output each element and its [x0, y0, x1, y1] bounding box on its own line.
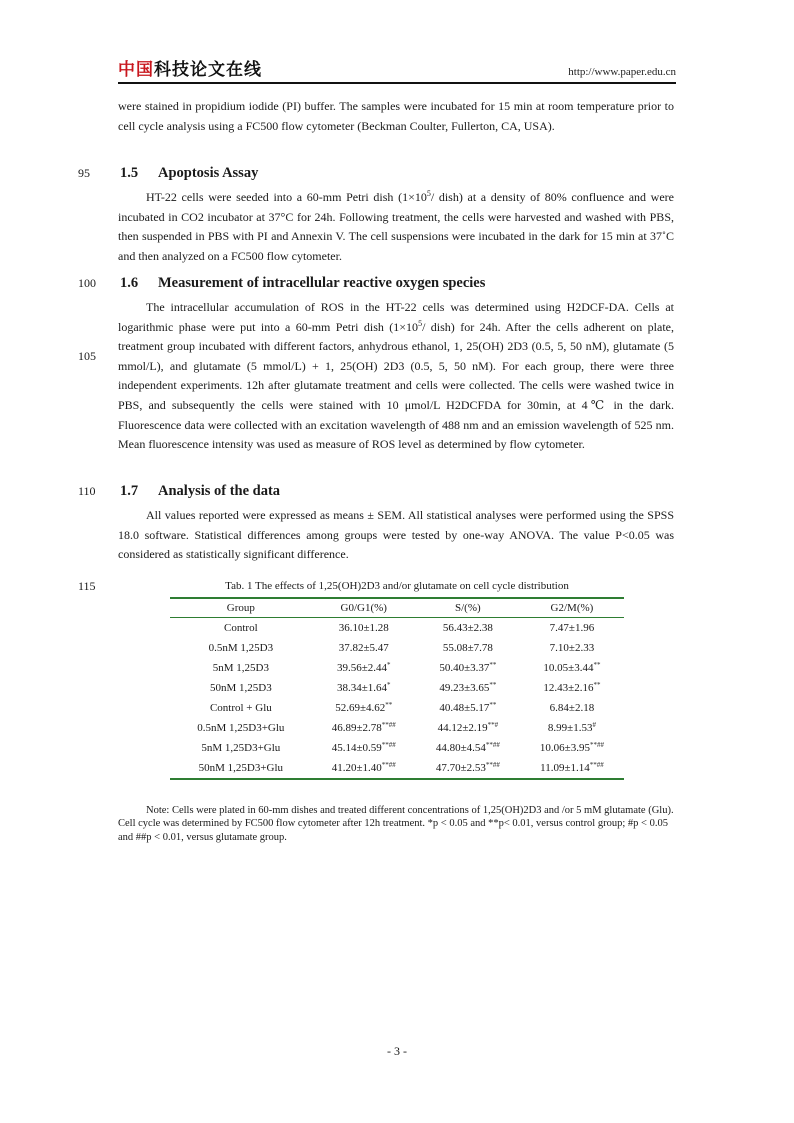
line-number: 110 [78, 484, 96, 498]
section-number: 1.7 [120, 483, 139, 499]
section-heading-1-5 [120, 165, 258, 181]
table-header-row [170, 598, 624, 618]
section-number: 1.6 [120, 275, 139, 291]
line-number: 95 [78, 166, 90, 180]
table-cell [416, 758, 520, 779]
table-cell [520, 698, 624, 718]
significance-mark: ** [385, 701, 393, 709]
table-cell [312, 638, 416, 658]
table-cell [312, 738, 416, 758]
significance-mark: **# [487, 721, 499, 729]
table-cell [520, 638, 624, 658]
cell-value: 50nM 1,25D3+Glu [198, 762, 284, 774]
cell-value: 10.05±3.44 [543, 662, 594, 674]
significance-mark: **## [485, 761, 500, 769]
table-row [170, 738, 624, 758]
section-body-1-7: All values reported were expressed as means ± SEM. All statistical analyses were performed using the SPSS 18.0 software. Statistical differences among groups were tested by one-way ANOVA. The value P<0.05 was considered as statistically significant difference. [118, 508, 674, 562]
cell-value: 36.10±1.28 [338, 622, 389, 634]
table-cell [416, 658, 520, 678]
table-cell [170, 738, 312, 758]
table-cell [312, 618, 416, 639]
section-body-1-5 [118, 188, 674, 266]
significance-mark: ** [489, 661, 497, 669]
site-url[interactable]: http://www.paper.edu.cn [568, 66, 676, 78]
section-body-1-6 [118, 298, 674, 455]
cell-value: 55.08±7.78 [442, 642, 493, 654]
table-cell [520, 618, 624, 639]
section-title: Measurement of intracellular reactive oxygen species [158, 275, 486, 291]
table-cell [416, 738, 520, 758]
significance-mark: * [387, 661, 391, 669]
table-cell [312, 658, 416, 678]
table-row [170, 758, 624, 779]
cell-value: 44.12±2.19 [437, 722, 488, 734]
cell-value: 6.84±2.18 [549, 702, 595, 714]
significance-mark: **## [381, 761, 396, 769]
line-number: 105 [78, 349, 96, 363]
cell-value: 0.5nM 1,25D3 [208, 642, 274, 654]
page-number: - 3 - [387, 1044, 407, 1058]
table-cell [520, 758, 624, 779]
significance-mark: **## [381, 721, 396, 729]
significance-mark: **## [589, 741, 604, 749]
table-cell [312, 678, 416, 698]
table-cell [170, 718, 312, 738]
section-heading-1-7 [120, 483, 280, 499]
cell-value: Control + Glu [209, 702, 272, 714]
table-cell [520, 658, 624, 678]
table-cell [170, 678, 312, 698]
table-cell [416, 618, 520, 639]
table-header-cell: G0/G1(%) [312, 598, 416, 618]
table-caption: Tab. 1 The effects of 1,25(OH)2D3 and/or glutamate on cell cycle distribution [225, 580, 569, 592]
significance-mark: ** [593, 681, 601, 689]
significance-mark: ** [489, 701, 497, 709]
logo-black-text: 科技论文在线 [154, 60, 262, 80]
section-title: Apoptosis Assay [158, 165, 259, 181]
table-cell [312, 718, 416, 738]
cell-value: 50.40±3.37 [439, 662, 490, 674]
journal-logo [118, 60, 262, 80]
significance-mark: ** [593, 661, 601, 669]
cell-value: 40.48±5.17 [439, 702, 490, 714]
table-body [170, 618, 624, 780]
table-cell [170, 618, 312, 639]
cell-value: 37.82±5.47 [338, 642, 389, 654]
table-row [170, 678, 624, 698]
cell-value: 11.09±1.14 [540, 762, 590, 774]
table-cell [416, 698, 520, 718]
table-cell [520, 678, 624, 698]
cell-value: 8.99±1.53 [547, 722, 593, 734]
cell-value: 5nM 1,25D3 [212, 662, 269, 674]
table-cell [416, 718, 520, 738]
table-cell [170, 658, 312, 678]
table-cell [416, 678, 520, 698]
table-row [170, 718, 624, 738]
cell-value: 7.47±1.96 [549, 622, 595, 634]
table-cell [170, 638, 312, 658]
body-text: / dish) for 24h. After the cells adherent on plate, treatment group incubated with different factors, anhydrous ethanol, 1, 25(OH) 2D3 (0.5, 5, 50 nM), glutamate (5 mmol/L), and glutamate (5 mmol/L) + 1, 25(OH) 2D3 (0.5, 5, 50 nM). For each group, there were three independent experiments. 12h after glutamate treatment and cells were collected. The cells were washed twice in PBS, and subsequently the cells were stained with 10 μmol/L H2DCFDA for 30min, at 4℃ in the dark. Fluorescence data were collected with an excitation wavelength of 488 nm and an emission wavelength of 525 nm. Mean fluorescence intensity was used as measure of ROS level as determined by flow cytometer. [118, 319, 674, 452]
cell-value: 7.10±2.33 [549, 642, 595, 654]
logo-red-text: 中国 [118, 60, 154, 80]
table-header-cell: G2/M(%) [520, 598, 624, 618]
cell-value: 39.56±2.44 [336, 662, 388, 674]
table-row [170, 658, 624, 678]
superscript: 5 [418, 318, 423, 328]
table-row [170, 618, 624, 639]
body-text: HT-22 cells were seeded into a 60-mm Petri dish (1×10 [146, 190, 427, 204]
table-cell [170, 698, 312, 718]
line-number: 100 [78, 276, 96, 290]
cell-value: 41.20±1.40 [331, 762, 382, 774]
table-cell [312, 758, 416, 779]
line-number: 115 [78, 579, 96, 593]
cell-value: 46.89±2.78 [331, 722, 382, 734]
header-rule [118, 82, 676, 84]
significance-mark: # [592, 721, 596, 729]
page-header [118, 60, 676, 82]
intro-paragraph: were stained in propidium iodide (PI) buffer. The samples were incubated for 15 min at room temperature prior to cell cycle analysis using a FC500 flow cytometer (Beckman Coulter, Fullerton, CA, USA). [118, 99, 674, 133]
significance-mark: **## [381, 741, 396, 749]
section-number: 1.5 [120, 165, 139, 181]
cell-value: 50nM 1,25D3 [209, 682, 272, 694]
cell-value: 56.43±2.38 [442, 622, 493, 634]
table-row [170, 638, 624, 658]
section-heading-1-6 [120, 275, 485, 291]
cell-cycle-table [170, 597, 624, 780]
cell-value: 49.23±3.65 [439, 682, 490, 694]
table-cell [520, 718, 624, 738]
table-cell [170, 758, 312, 779]
table-note: Note: Cells were plated in 60-mm dishes and treated different concentrations of 1,25(OH)2D3 and /or 5 mM glutamate (Glu). Cell cycle was determined by FC500 flow cytometer after 12h treatment. *p < 0.05 and **p< 0.01, versus control group; #p < 0.05 and ##p < 0.01, versus glutamate group. [118, 805, 674, 843]
significance-mark: **## [485, 741, 500, 749]
significance-mark: * [387, 681, 391, 689]
cell-value: 10.06±3.95 [539, 742, 590, 754]
cell-value: 38.34±1.64 [336, 682, 388, 694]
table-header-cell: S/(%) [416, 598, 520, 618]
superscript: 5 [426, 189, 431, 198]
section-title: Analysis of the data [158, 483, 281, 499]
significance-mark: **## [589, 761, 604, 769]
cell-value: 5nM 1,25D3+Glu [201, 742, 281, 754]
cell-value: 52.69±4.62 [335, 702, 386, 714]
cell-value: 12.43±2.16 [543, 682, 594, 694]
cell-value: 0.5nM 1,25D3+Glu [197, 722, 285, 734]
table-cell [416, 638, 520, 658]
table-cell [520, 738, 624, 758]
body-text: / dish) at a density of 80% confluence and were incubated in CO2 incubator at 37°C for 24h. Following treatment, the cells were harvested and washed with PBS, then suspended in PBS with PI and Annexin V. The cell suspensions were incubated in the dark for 15 min at 37˚C and then analyzed on a FC500 flow cytometer. [118, 190, 674, 263]
body-text: The intracellular accumulation of ROS in the HT-22 cells was determined using H2DCF-DA. Cells at logarithmic phase were put into a 60-mm Petri dish (1×10 [118, 300, 674, 334]
cell-value: 44.80±4.54 [435, 742, 486, 754]
table-cell [312, 698, 416, 718]
table-row [170, 698, 624, 718]
cell-value: 47.70±2.53 [435, 762, 486, 774]
cell-value: Control [224, 622, 258, 634]
table-header-cell: Group [170, 598, 312, 618]
significance-mark: ** [489, 681, 497, 689]
cell-value: 45.14±0.59 [331, 742, 382, 754]
